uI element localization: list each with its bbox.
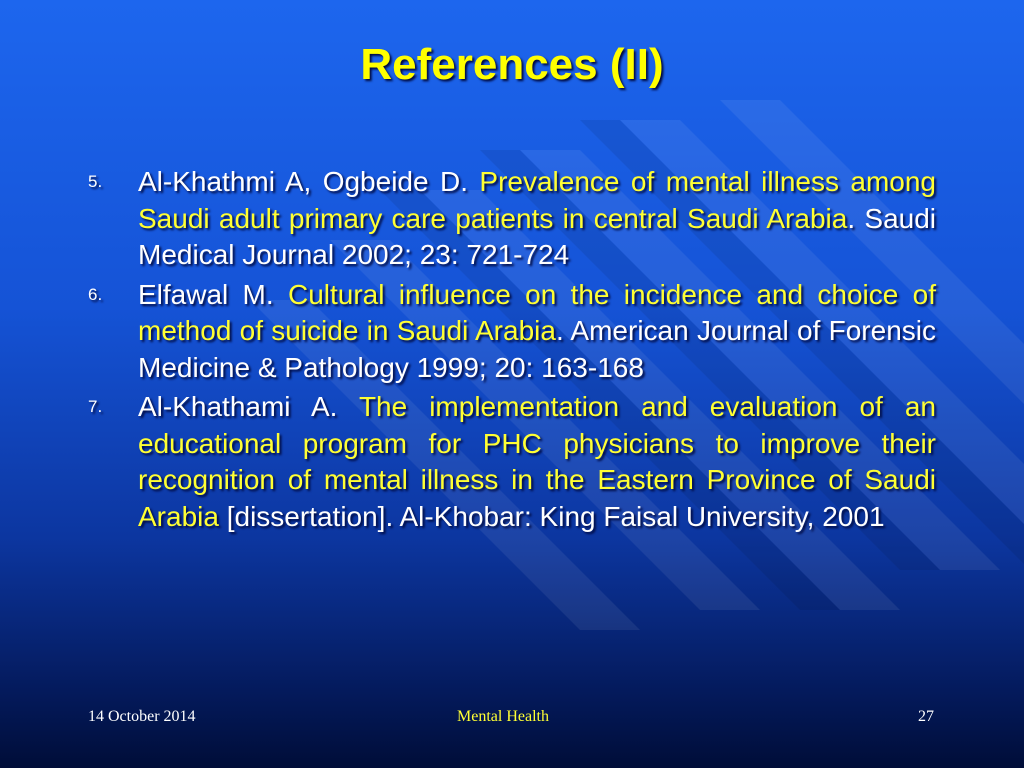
reference-number: 6. bbox=[88, 284, 103, 304]
reference-title: Prevalence of mental illness among Saudi adult primary care patients in central Saudi Arabia bbox=[138, 166, 936, 234]
footer-title: Mental Health bbox=[457, 708, 549, 725]
reference-item bbox=[80, 389, 936, 535]
footer-date: 14 October 2014 bbox=[88, 708, 196, 725]
reference-number: 7. bbox=[88, 397, 103, 416]
reference-source: [dissertation]. Al-Khobar: King Faisal University, 2001 bbox=[218, 500, 885, 532]
reference-list bbox=[80, 164, 936, 538]
reference-source: . American Journal of Forensic Medicine & Pathology 1999; 20: 163-168 bbox=[138, 315, 936, 383]
reference-author: Al-Khathami A. bbox=[138, 391, 359, 422]
reference-title: Cultural influence on the incidence and choice of method of suicide in Saudi Arabia bbox=[138, 278, 936, 346]
reference-author: Elfawal M. bbox=[138, 278, 288, 310]
reference-title: The implementation and evaluation of an educational program for PHC physicians to improve their recognition of mental illness in the Eastern Province of Saudi Arabia bbox=[138, 391, 936, 532]
reference-author: Al-Khathmi A, Ogbeide D. bbox=[138, 166, 480, 197]
reference-source: . Saudi Medical Journal 2002; 23: 721-724 bbox=[138, 202, 937, 270]
reference-number: 5. bbox=[88, 172, 103, 191]
reference-item bbox=[80, 164, 936, 274]
reference-item bbox=[80, 277, 936, 387]
footer-page-number: 27 bbox=[918, 708, 934, 725]
slide-title: References (II) bbox=[360, 40, 664, 89]
